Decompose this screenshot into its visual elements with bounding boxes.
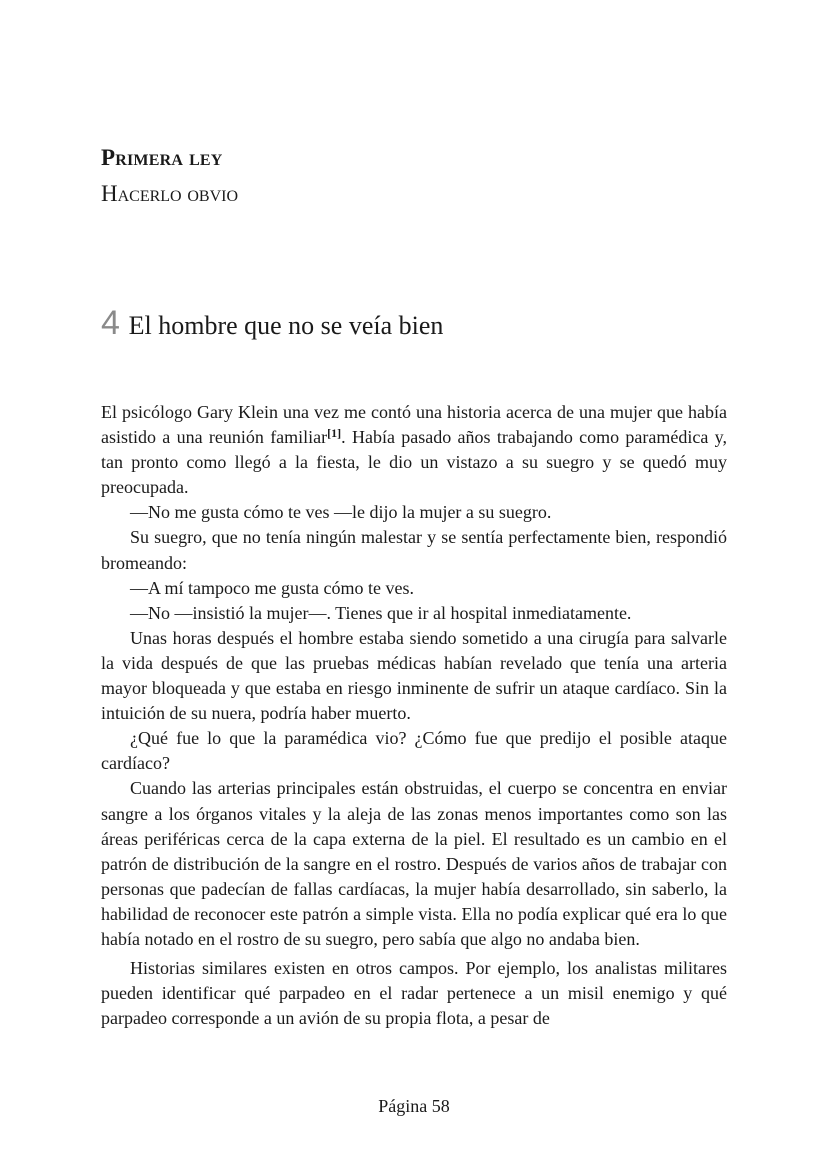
paragraph-1-text-b: . Había pasado años trabajando como paramédica y, tan pronto como llegó a la fiesta, le dio un vistazo a su suegro y se quedó muy preocupada. (101, 427, 728, 498)
paragraph-1-text-a: El psicólogo Gary Klein una vez me contó una historia acerca de una mujer que había asistido a una reunión familiar (101, 402, 727, 448)
paragraph-4: —A mí tampoco me gusta cómo te ves. (130, 577, 414, 598)
paragraph-5: —No —insistió la mujer—. Tienes que ir al hospital inmediatamente. (130, 602, 632, 623)
paragraph-7: ¿Qué fue lo que la paramédica vio? ¿Cómo fue que predijo el posible ataque cardíaco? (101, 728, 727, 774)
page-number: Página 58 (378, 1096, 450, 1116)
chapter-body (101, 400, 727, 1031)
paragraph-1 (101, 400, 727, 500)
paragraph-2: —No me gusta cómo te ves —le dijo la mujer a su suegro. (130, 502, 552, 523)
chapter-heading (101, 303, 443, 349)
part-title: Primera ley (101, 145, 223, 170)
paragraph-6: Unas horas después el hombre estaba siendo sometido a una cirugía para salvarle la vida después de que las pruebas médicas habían revelado que tenía una arteria mayor bloqueada y que estaba en riesgo inminente de sufrir un ataque cardíaco. Sin la intuición de su nuera, podría haber muerto. (101, 627, 727, 724)
footnote-ref-1[interactable]: [1] (327, 426, 342, 441)
chapter-title: El hombre que no se veía bien (128, 311, 444, 340)
paragraph-9: Historias similares existen en otros campos. Por ejemplo, los analistas militares pueden identificar qué parpadeo en el radar pertenece a un misil enemigo y qué parpadeo corresponde a un avión de su propia flota, a pesar de (101, 958, 727, 1029)
paragraph-8: Cuando las arterias principales están obstruidas, el cuerpo se concentra en enviar sangre a los órganos vitales y la aleja de las zonas menos importantes como son las áreas periféricas cerca de la capa externa de la piel. El resultado es un cambio en el patrón de distribución de la sangre en el rostro. Después de varios años de trabajar con personas que padecían de fallas cardíacas, la mujer había desarrollado, sin saberlo, la habilidad de reconocer este patrón a simple vista. Ella no podía explicar qué era lo que había notado en el rostro de su suegro, pero sabía que algo no andaba bien. (101, 778, 727, 949)
chapter-number: 4 (101, 304, 120, 342)
part-subtitle: Hacerlo obvio (101, 181, 239, 206)
paragraph-3: Su suegro, que no tenía ningún malestar y se sentía perfectamente bien, respondió bromeando: (101, 527, 727, 573)
